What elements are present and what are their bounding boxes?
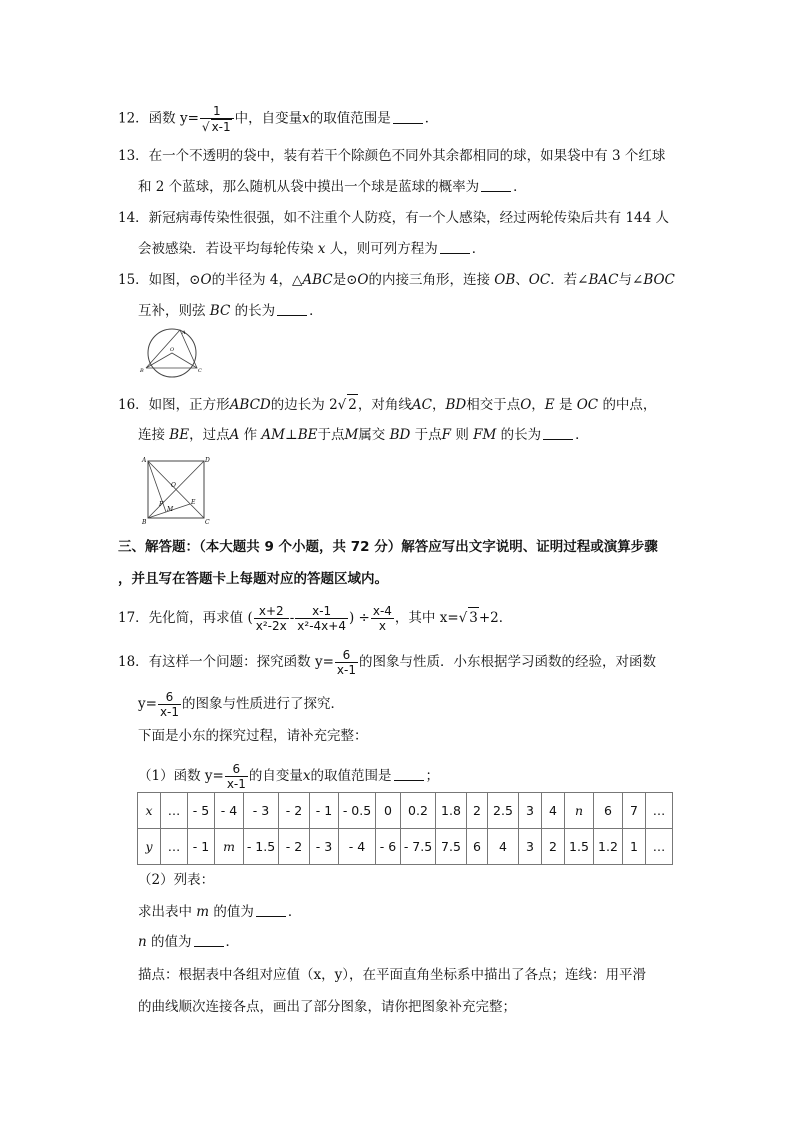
table-cell: 2 bbox=[542, 829, 565, 865]
answer-blank[interactable] bbox=[481, 178, 511, 192]
q15-circle-figure bbox=[138, 326, 206, 378]
label-a: A bbox=[142, 457, 147, 464]
q16-line1: 16．如图，正方形ABCD的边长为 2√ 2，对角线AC，BD相交于点O，E 是 OC 的中点， bbox=[118, 394, 656, 415]
table-cell: 2 bbox=[467, 793, 488, 829]
q18-m-question: 求出表中 m 的值为 ． bbox=[138, 904, 302, 920]
table-cell: - 7.5 bbox=[401, 829, 436, 865]
segment-am bbox=[148, 461, 166, 512]
q18-plot-line1: 描点：根据表中各组对应值（x，y），在平面直角坐标系中描出了各点；连线：用平滑 bbox=[138, 967, 646, 983]
answer-blank[interactable] bbox=[256, 903, 286, 917]
q18-fraction-3: $\frac{6}{x-1}$ bbox=[226, 762, 246, 791]
table-cell: - 2 bbox=[279, 793, 310, 829]
table-row-x bbox=[138, 793, 673, 829]
label-a: A bbox=[182, 330, 186, 336]
table-cell: 1.2 bbox=[594, 829, 623, 865]
q17-fraction-1: $\frac{x+2}{\text{x²-2x}}$ bbox=[255, 604, 287, 633]
table-cell: 7.5 bbox=[436, 829, 467, 865]
label-e: E bbox=[191, 499, 196, 506]
label-d: D bbox=[205, 457, 210, 464]
table-cell: 2.5 bbox=[488, 793, 519, 829]
table-cell: - 3 bbox=[310, 829, 339, 865]
q18-plot-line2: 的曲线顺次连接各点，画出了部分图象，请你把图象补充完整； bbox=[138, 999, 516, 1015]
table-cell: 6 bbox=[467, 829, 488, 865]
answer-blank[interactable] bbox=[393, 110, 423, 124]
answer-blank[interactable] bbox=[277, 302, 307, 316]
q16-line2: 连接 BE，过点A 作 AM⊥BE于点M属交 BD 于点F 则 FM 的长为 ． bbox=[138, 427, 589, 443]
q15-line1: 15．如图，⊙O的半径为 4，△ABC是⊙O的内接三角形，连接 OB、OC．若∠BAC与∠BOC bbox=[118, 272, 675, 288]
table-cell: … bbox=[161, 829, 188, 865]
table-cell: - 4 bbox=[339, 829, 376, 865]
label-c: C bbox=[198, 368, 202, 374]
label-o: O bbox=[171, 482, 176, 489]
answer-blank[interactable] bbox=[543, 426, 573, 440]
q18-line3: 下面是小东的探究过程，请补充完整： bbox=[138, 728, 368, 744]
q12: 12．函数 y= $\frac{1}{√ x-1}$ 中，自变量x的取值范围是 ． bbox=[118, 104, 439, 134]
table-cell: - 1 bbox=[310, 793, 339, 829]
table-cell: 1.5 bbox=[565, 829, 594, 865]
radii-ob-oc bbox=[146, 353, 197, 368]
table-cell: … bbox=[161, 793, 188, 829]
label-b: B bbox=[142, 519, 147, 526]
q18-line4: （1）函数 y= $\frac{6}{x-1}$ 的自变量x的取值范围是 ； bbox=[138, 762, 440, 791]
q16-square-figure bbox=[140, 454, 212, 528]
table-cell: m bbox=[215, 829, 244, 865]
table-cell: - 5 bbox=[188, 793, 215, 829]
label-b: B bbox=[140, 368, 144, 374]
table-header-x: x bbox=[138, 793, 161, 829]
q12-fraction: $\frac{1}{√ x-1}$ bbox=[200, 104, 234, 134]
q18-fraction: $\frac{6}{x-1}$ bbox=[336, 648, 356, 677]
table-cell: 3 bbox=[519, 793, 542, 829]
table-cell: 4 bbox=[488, 829, 519, 865]
table-cell: - 1 bbox=[188, 829, 215, 865]
q18-line2: y= $\frac{6}{x-1}$ 的图象与性质进行了探究． bbox=[138, 690, 345, 719]
label-f: F bbox=[159, 501, 164, 508]
q18-part2-heading: （2）列表： bbox=[138, 872, 215, 888]
table-row-y bbox=[138, 829, 673, 865]
q14-line2: 会被感染．若设平均每轮传染 x 人，则可列方程为 ． bbox=[138, 241, 486, 257]
table-header-y: y bbox=[138, 829, 161, 865]
q18-line1: 18．有这样一个问题：探究函数 y= $\frac{6}{x-1}$ 的图象与性质．小东根据学习函数的经验，对函数 bbox=[118, 648, 656, 677]
answer-blank[interactable] bbox=[394, 767, 424, 781]
q17-fraction-2: $\frac{x-1}{\text{x²-4x+4}}$ bbox=[297, 604, 346, 633]
table-cell: 1.8 bbox=[436, 793, 467, 829]
q13-line2: 和 2 个蓝球，那么随机从袋中摸出一个球是蓝球的概率为 ． bbox=[138, 179, 527, 195]
q17: 17．先化简，再求值 ( $\frac{x+2}{\text{x²-2x}}$ - $\frac{x-1}{\text{x²-4x+4}}$ ) ÷ $\frac{x-4}{x}$ ，其中 x=√ 3+2． bbox=[118, 604, 513, 633]
table-cell: - 3 bbox=[244, 793, 279, 829]
section3-heading-line2: ，并且写在答题卡上每题对应的答题区域内。 bbox=[118, 571, 388, 587]
label-c: C bbox=[205, 519, 210, 526]
table-cell: - 6 bbox=[376, 829, 401, 865]
table-cell: 0.2 bbox=[401, 793, 436, 829]
section3-heading-line1: 三、解答题：（本大题共 9 个小题，共 72 分）解答应写出文字说明、证明过程或演算步骤 bbox=[118, 539, 658, 555]
q18-fraction-2: $\frac{6}{x-1}$ bbox=[159, 690, 180, 719]
answer-blank[interactable] bbox=[440, 240, 470, 254]
table-cell: 0 bbox=[376, 793, 401, 829]
table-cell: 4 bbox=[542, 793, 565, 829]
table-cell: - 1.5 bbox=[244, 829, 279, 865]
q13-line1: 13．在一个不透明的袋中，装有若干个除颜色不同外其余都相同的球，如果袋中有 3 个红球 bbox=[118, 148, 666, 164]
q18-n-question: n 的值为 ． bbox=[138, 934, 239, 950]
q14-line1: 14．新冠病毒传染性很强，如不注重个人防疫，有一个人感染，经过两轮传染后共有 144 人 bbox=[118, 210, 670, 226]
table-cell: - 0.5 bbox=[339, 793, 376, 829]
table-cell: 6 bbox=[594, 793, 623, 829]
table-cell: … bbox=[646, 829, 673, 865]
table-cell: - 4 bbox=[215, 793, 244, 829]
table-cell: n bbox=[565, 793, 594, 829]
label-o: O bbox=[170, 347, 175, 353]
q15-line2: 互补，则弦 BC 的长为 ． bbox=[138, 303, 323, 319]
table-cell: 7 bbox=[623, 793, 646, 829]
answer-blank[interactable] bbox=[194, 933, 224, 947]
table-cell: 3 bbox=[519, 829, 542, 865]
q17-fraction-3: $\frac{x-4}{x}$ bbox=[372, 604, 392, 633]
table-cell: - 2 bbox=[279, 829, 310, 865]
label-m: M bbox=[167, 506, 174, 513]
table-cell: 1 bbox=[623, 829, 646, 865]
table-cell: … bbox=[646, 793, 673, 829]
value-table bbox=[137, 792, 673, 865]
